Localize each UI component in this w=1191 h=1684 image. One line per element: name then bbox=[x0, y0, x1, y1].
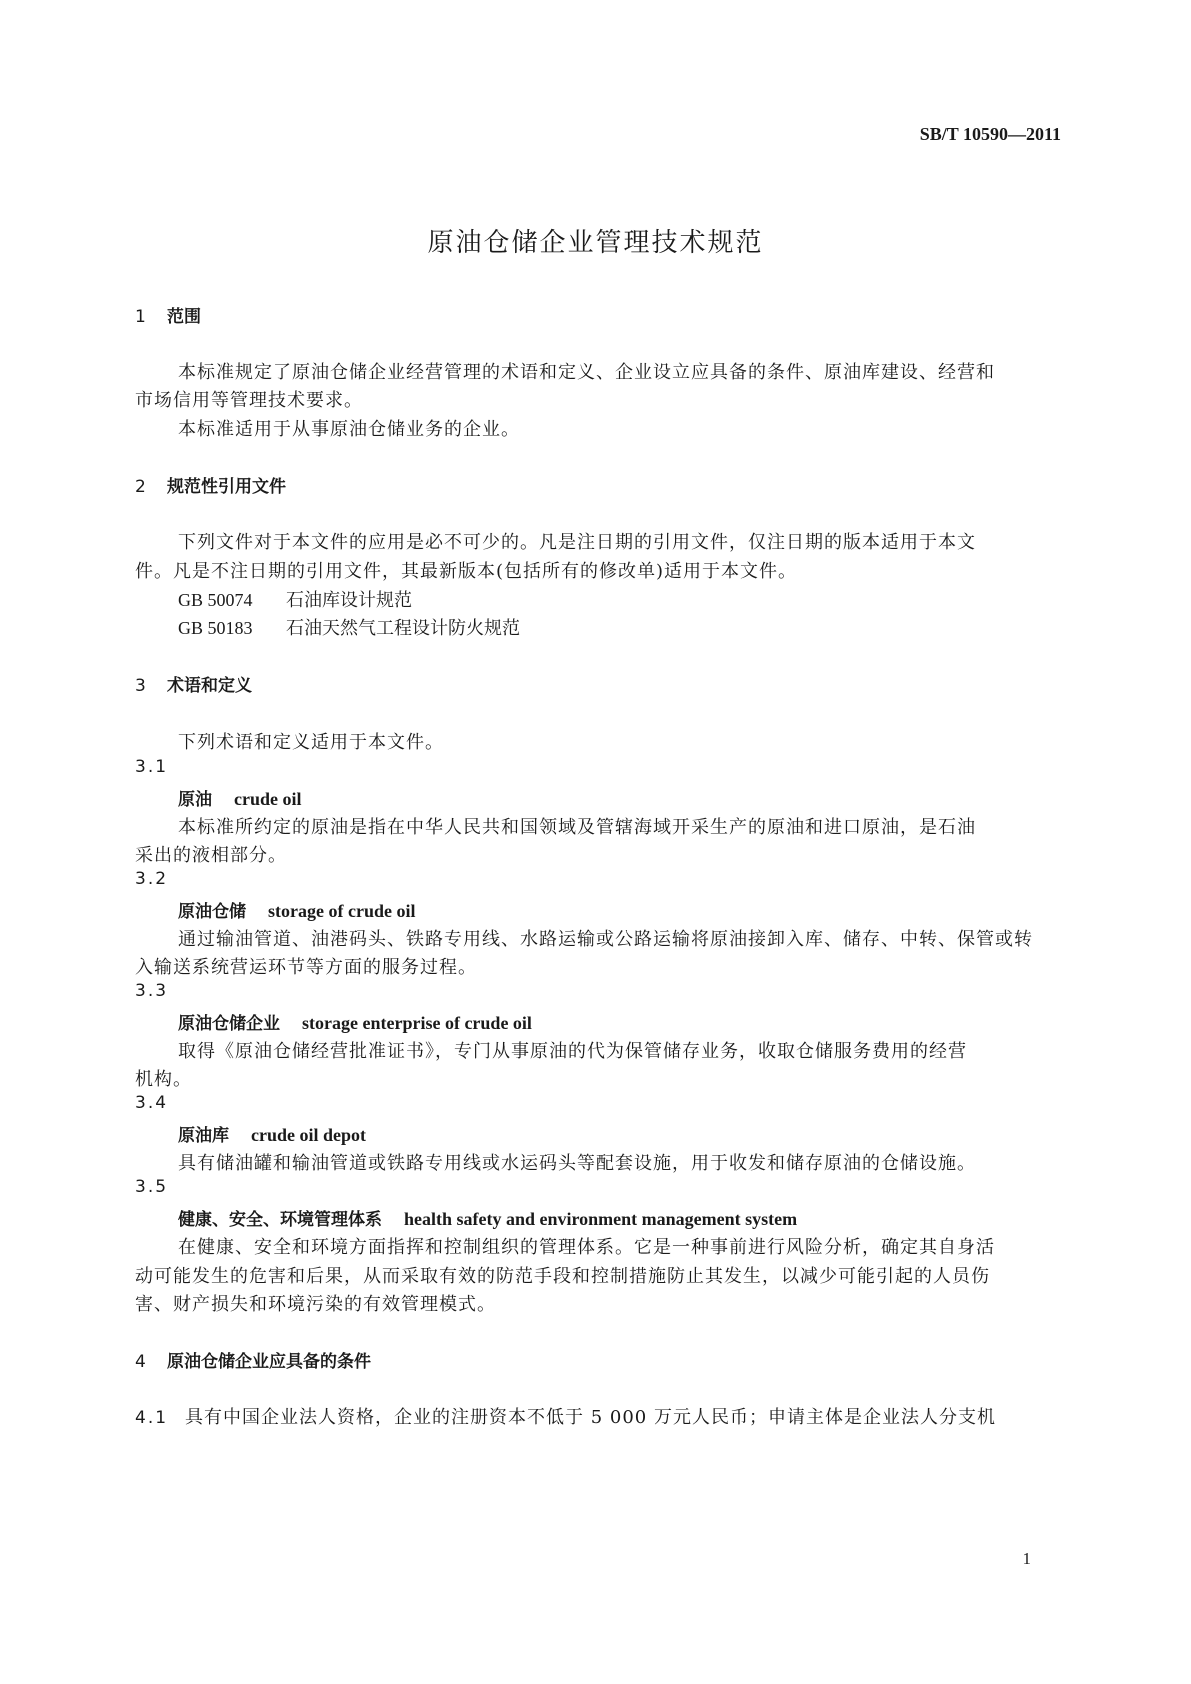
section-title: 术语和定义 bbox=[167, 676, 252, 696]
term-zh: 原油 bbox=[178, 790, 212, 810]
paragraph: 市场信用等管理技术要求。 bbox=[135, 390, 363, 411]
section-title: 规范性引用文件 bbox=[167, 477, 286, 497]
definition: 害、财产损失和环境污染的有效管理模式。 bbox=[135, 1294, 496, 1315]
definition: 采出的液相部分。 bbox=[135, 845, 287, 866]
section-title: 范围 bbox=[167, 307, 201, 327]
clause-number: 3.2 bbox=[135, 869, 169, 889]
definition: 取得《原油仓储经营批准证书》，专门从事原油的代为保管储存业务，收取仓储服务费用的经营 bbox=[178, 1041, 967, 1062]
definition: 通过输油管道、油港码头、铁路专用线、水路运输或公路运输将原油接卸入库、储存、中转、保管或转 bbox=[178, 929, 1033, 950]
page-number: 1 bbox=[1022, 1549, 1031, 1568]
reference-code: GB 50074 bbox=[178, 590, 253, 610]
term-en: crude oil depot bbox=[251, 1125, 366, 1145]
term-en: storage enterprise of crude oil bbox=[302, 1013, 532, 1033]
reference-item bbox=[178, 614, 520, 640]
section-number: 1 bbox=[135, 307, 146, 327]
term-zh: 原油仓储 bbox=[178, 902, 246, 922]
paragraph: 本标准规定了原油仓储企业经营管理的术语和定义、企业设立应具备的条件、原油库建设、经营和 bbox=[178, 362, 995, 383]
term-en: health safety and environment management system bbox=[404, 1209, 798, 1229]
term-zh: 原油仓储企业 bbox=[178, 1014, 280, 1034]
reference-item bbox=[178, 586, 412, 612]
clause-text: 具有中国企业法人资格，企业的注册资本不低于 5 000 万元人民币；申请主体是企业法人分支机 bbox=[185, 1407, 996, 1428]
term-heading bbox=[178, 1121, 366, 1146]
definition: 机构。 bbox=[135, 1069, 192, 1090]
standard-number: SB/T 10590—2011 bbox=[919, 124, 1061, 144]
document-title: 原油仓储企业管理技术规范 bbox=[427, 228, 764, 258]
section-number: 3 bbox=[135, 676, 146, 696]
section-3-heading bbox=[135, 671, 252, 696]
term-heading bbox=[178, 1009, 532, 1034]
paragraph: 下列术语和定义适用于本文件。 bbox=[178, 732, 444, 753]
reference-code: GB 50183 bbox=[178, 618, 253, 638]
definition: 在健康、安全和环境方面指挥和控制组织的管理体系。它是一种事前进行风险分析，确定其自身活 bbox=[178, 1237, 995, 1258]
term-heading bbox=[178, 785, 302, 810]
section-title: 原油仓储企业应具备的条件 bbox=[167, 1352, 371, 1372]
reference-name: 石油库设计规范 bbox=[286, 590, 412, 611]
term-zh: 原油库 bbox=[178, 1126, 229, 1146]
term-en: crude oil bbox=[234, 789, 302, 809]
reference-name: 石油天然气工程设计防火规范 bbox=[286, 618, 520, 639]
definition: 入输送系统营运环节等方面的服务过程。 bbox=[135, 957, 477, 978]
definition: 本标准所约定的原油是指在中华人民共和国领域及管辖海域开采生产的原油和进口原油，是石油 bbox=[178, 817, 976, 838]
section-4-heading bbox=[135, 1347, 371, 1372]
section-number: 4 bbox=[135, 1352, 146, 1372]
definition: 动可能发生的危害和后果，从而采取有效的防范手段和控制措施防止其发生，以减少可能引起的人员伤 bbox=[135, 1266, 990, 1287]
term-heading bbox=[178, 1205, 797, 1230]
clause-4-1 bbox=[135, 1403, 996, 1429]
section-number: 2 bbox=[135, 477, 146, 497]
section-2-heading bbox=[135, 472, 286, 497]
clause-number: 3.5 bbox=[135, 1177, 169, 1197]
paragraph: 下列文件对于本文件的应用是必不可少的。凡是注日期的引用文件，仅注日期的版本适用于本文 bbox=[178, 532, 976, 553]
clause-number: 4.1 bbox=[135, 1408, 169, 1428]
term-heading bbox=[178, 897, 415, 922]
clause-number: 3.4 bbox=[135, 1093, 169, 1113]
paragraph: 本标准适用于从事原油仓储业务的企业。 bbox=[178, 419, 520, 440]
clause-number: 3.1 bbox=[135, 757, 169, 777]
definition: 具有储油罐和输油管道或铁路专用线或水运码头等配套设施，用于收发和储存原油的仓储设施。 bbox=[178, 1153, 976, 1174]
section-1-heading bbox=[135, 302, 201, 327]
term-en: storage of crude oil bbox=[268, 901, 416, 921]
clause-number: 3.3 bbox=[135, 981, 169, 1001]
term-zh: 健康、安全、环境管理体系 bbox=[178, 1210, 382, 1230]
paragraph: 件。凡是不注日期的引用文件，其最新版本(包括所有的修改单)适用于本文件。 bbox=[135, 561, 798, 582]
